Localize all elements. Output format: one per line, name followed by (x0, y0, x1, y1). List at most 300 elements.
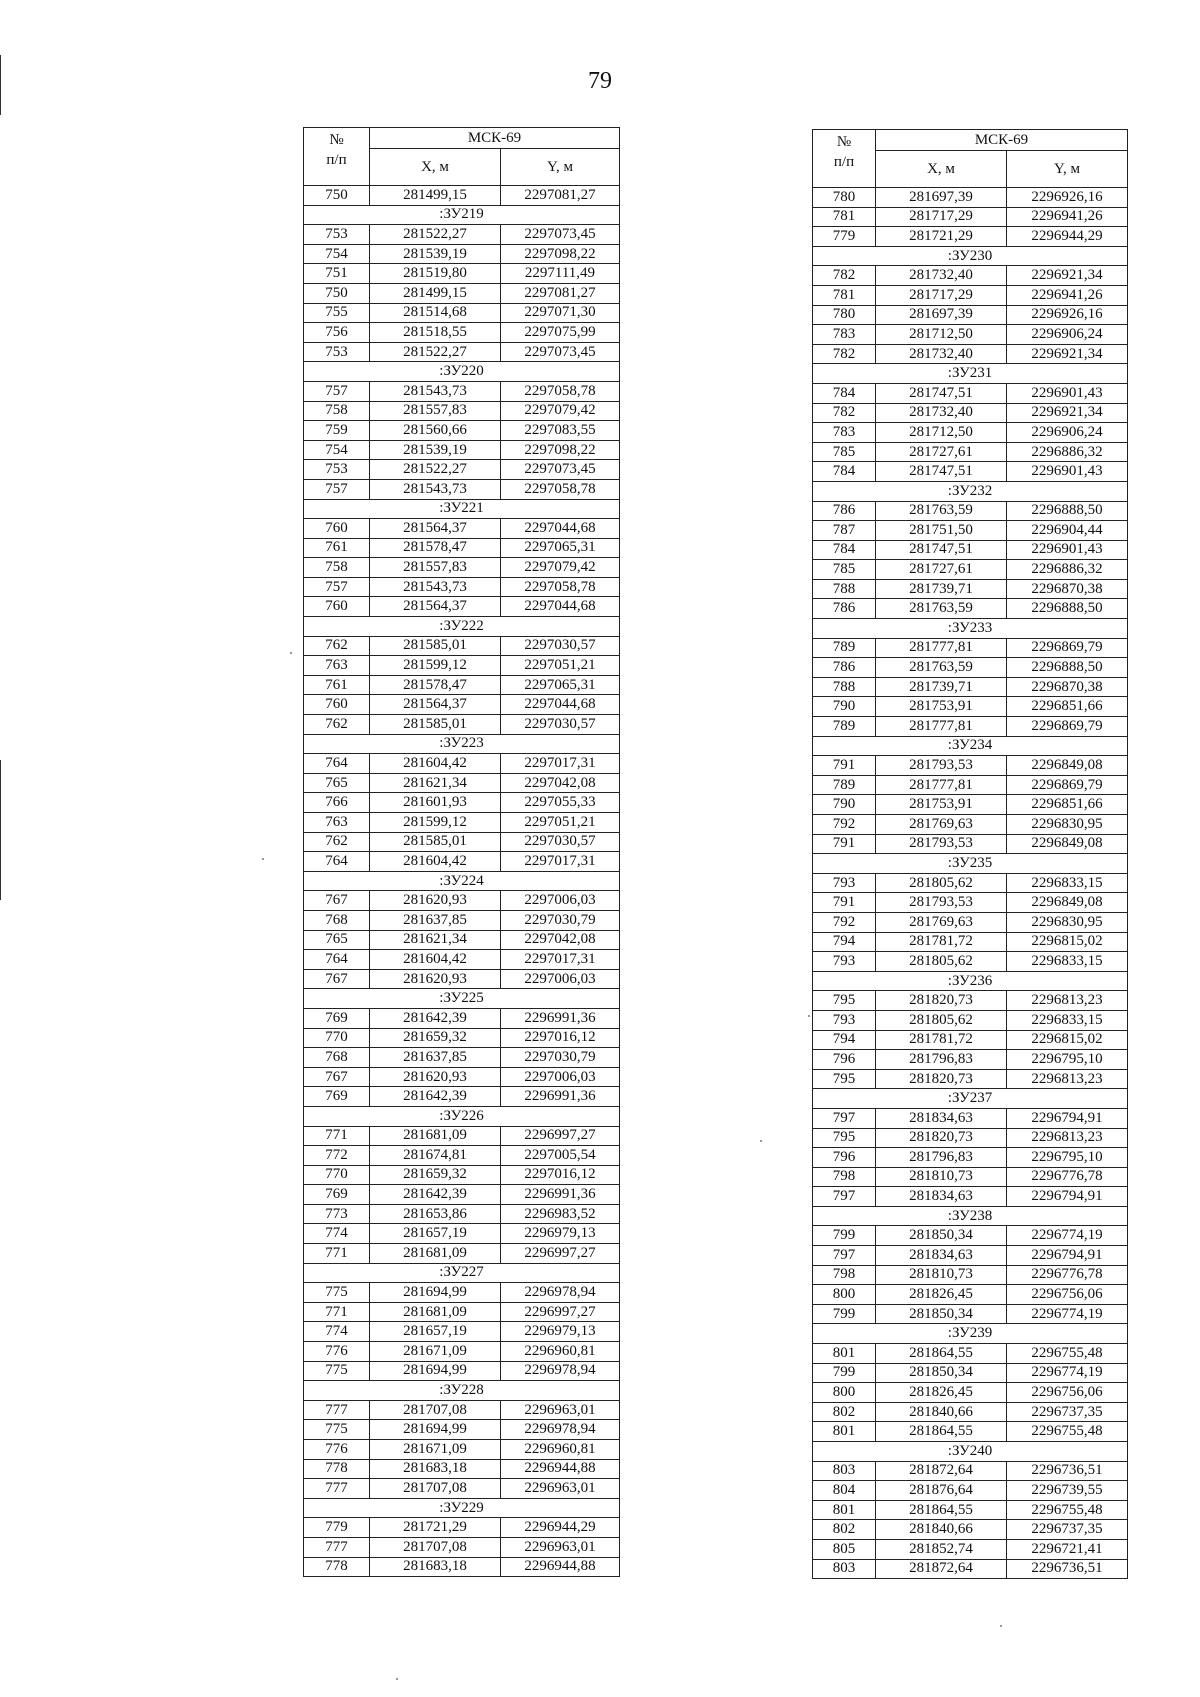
parcel-label: :ЗУ238 (813, 1206, 1128, 1226)
x-coordinate-cell: 281518,55 (370, 323, 501, 343)
point-number-cell: 777 (304, 1537, 370, 1557)
parcel-group-row (813, 854, 1128, 874)
y-coordinate-cell: 2296997,27 (501, 1244, 620, 1264)
point-number-cell: 763 (304, 813, 370, 833)
coordinate-row (813, 638, 1128, 658)
y-coordinate-cell: 2297044,68 (501, 695, 620, 715)
y-coordinate-cell: 2296978,94 (501, 1420, 620, 1440)
y-coordinate-cell: 2296737,35 (1007, 1520, 1128, 1540)
x-coordinate-cell: 281642,39 (370, 1185, 501, 1205)
x-coordinate-cell: 281653,86 (370, 1204, 501, 1224)
y-coordinate-cell: 2296960,81 (501, 1440, 620, 1460)
y-coordinate-cell: 2296901,43 (1007, 462, 1128, 482)
x-coordinate-cell: 281585,01 (370, 636, 501, 656)
point-number-cell: 782 (813, 266, 876, 286)
coordinate-row (813, 677, 1128, 697)
coordinate-row (813, 795, 1128, 815)
x-coordinate-cell: 281657,19 (370, 1322, 501, 1342)
x-coordinate-cell: 281834,63 (876, 1187, 1007, 1207)
point-number-cell: 758 (304, 558, 370, 578)
x-coordinate-cell: 281820,73 (876, 1128, 1007, 1148)
parcel-label: :ЗУ230 (813, 246, 1128, 266)
coordinate-row (813, 579, 1128, 599)
y-coordinate-cell: 2297065,31 (501, 675, 620, 695)
coordinate-row (304, 460, 620, 480)
parcel-group-row (813, 971, 1128, 991)
y-coordinate-cell: 2297079,42 (501, 401, 620, 421)
point-number-cell: 750 (304, 283, 370, 303)
point-number-cell: 775 (304, 1420, 370, 1440)
coordinate-row (813, 1030, 1128, 1050)
y-coordinate-cell: 2297006,03 (501, 891, 620, 911)
coordinate-row (813, 775, 1128, 795)
y-coordinate-cell: 2297042,08 (501, 773, 620, 793)
point-number-cell: 775 (304, 1283, 370, 1303)
scan-speck (290, 652, 292, 654)
coordinate-row (304, 852, 620, 872)
point-number-cell: 799 (813, 1226, 876, 1246)
point-number-cell: 778 (304, 1557, 370, 1577)
point-number-cell: 779 (813, 227, 876, 247)
y-coordinate-cell: 2297065,31 (501, 538, 620, 558)
y-coordinate-cell: 2296794,91 (1007, 1246, 1128, 1266)
parcel-label: :ЗУ221 (304, 499, 620, 519)
coordinate-row (813, 1226, 1128, 1246)
scan-edge-mark (0, 55, 1, 115)
point-number-cell: 789 (813, 638, 876, 658)
x-coordinate-cell: 281820,73 (876, 1069, 1007, 1089)
point-number-cell: 753 (304, 342, 370, 362)
y-coordinate-cell: 2296736,51 (1007, 1559, 1128, 1579)
y-coordinate-cell: 2296851,66 (1007, 795, 1128, 815)
y-coordinate-cell: 2296991,36 (501, 1087, 620, 1107)
coordinate-row (813, 873, 1128, 893)
coordinate-row (304, 283, 620, 303)
coordinate-row (304, 1165, 620, 1185)
point-number-cell: 799 (813, 1363, 876, 1383)
x-coordinate-cell: 281872,64 (876, 1461, 1007, 1481)
parcel-group-row (813, 1442, 1128, 1462)
coordinate-row (813, 1520, 1128, 1540)
parcel-group-row (813, 736, 1128, 756)
y-coordinate-cell: 2296815,02 (1007, 1030, 1128, 1050)
point-number-cell: 764 (304, 754, 370, 774)
coordinate-row (813, 1402, 1128, 1422)
point-number-cell: 771 (304, 1302, 370, 1322)
point-number-cell: 761 (304, 538, 370, 558)
coordinate-row (304, 1557, 620, 1577)
parcel-group-row (304, 1381, 620, 1401)
x-coordinate-cell: 281557,83 (370, 558, 501, 578)
point-number-cell: 776 (304, 1440, 370, 1460)
x-coordinate-cell: 281727,61 (876, 560, 1007, 580)
x-coordinate-cell: 281585,01 (370, 715, 501, 735)
y-coordinate-cell: 2296739,55 (1007, 1481, 1128, 1501)
point-number-cell: 762 (304, 636, 370, 656)
coordinate-row (304, 381, 620, 401)
y-coordinate-cell: 2297081,27 (501, 283, 620, 303)
y-coordinate-cell: 2296794,91 (1007, 1108, 1128, 1128)
coordinate-row (304, 1224, 620, 1244)
coordinate-row (813, 1167, 1128, 1187)
point-number-cell: 795 (813, 1128, 876, 1148)
point-number-cell: 784 (813, 383, 876, 403)
x-coordinate-cell: 281820,73 (876, 991, 1007, 1011)
x-coordinate-cell: 281585,01 (370, 832, 501, 852)
point-number-cell: 794 (813, 1030, 876, 1050)
coordinate-row (813, 697, 1128, 717)
coordinate-row (304, 597, 620, 617)
y-coordinate-cell: 2297073,45 (501, 225, 620, 245)
coordinate-row (304, 891, 620, 911)
point-number-cell: 777 (304, 1400, 370, 1420)
coordinate-row (813, 1422, 1128, 1442)
point-number-cell: 781 (813, 207, 876, 227)
point-number-cell: 767 (304, 891, 370, 911)
x-coordinate-cell: 281659,32 (370, 1028, 501, 1048)
point-number-cell: 765 (304, 930, 370, 950)
parcel-group-row (304, 1498, 620, 1518)
x-coordinate-cell: 281543,73 (370, 577, 501, 597)
y-coordinate-cell: 2297044,68 (501, 519, 620, 539)
parcel-label: :ЗУ226 (304, 1106, 620, 1126)
x-coordinate-cell: 281543,73 (370, 381, 501, 401)
coordinate-row (813, 403, 1128, 423)
point-number-cell: 782 (813, 403, 876, 423)
point-number-cell: 797 (813, 1246, 876, 1266)
y-coordinate-cell: 2297030,79 (501, 910, 620, 930)
parcel-group-row (813, 481, 1128, 501)
coordinate-row (304, 577, 620, 597)
parcel-label: :ЗУ219 (304, 205, 620, 225)
coordinate-row (813, 188, 1128, 208)
coordinate-row (813, 462, 1128, 482)
point-number-cell: 786 (813, 501, 876, 521)
x-coordinate-cell: 281697,39 (876, 305, 1007, 325)
coordinate-row (813, 756, 1128, 776)
coordinate-row (304, 244, 620, 264)
point-number-cell: 794 (813, 932, 876, 952)
coordinate-row (813, 1246, 1128, 1266)
coordinate-row (813, 442, 1128, 462)
point-number-cell: 768 (304, 1048, 370, 1068)
coordinate-row (304, 636, 620, 656)
x-coordinate-cell: 281864,55 (876, 1422, 1007, 1442)
header-point-number (304, 128, 370, 186)
y-coordinate-cell: 2297075,99 (501, 323, 620, 343)
point-number-cell: 783 (813, 325, 876, 345)
x-coordinate-cell: 281793,53 (876, 756, 1007, 776)
coordinate-row (813, 1265, 1128, 1285)
coordinate-row (304, 1244, 620, 1264)
x-coordinate-cell: 281578,47 (370, 675, 501, 695)
point-number-cell: 780 (813, 305, 876, 325)
coordinate-row (304, 1087, 620, 1107)
y-coordinate-cell: 2296833,15 (1007, 952, 1128, 972)
parcel-label: :ЗУ225 (304, 989, 620, 1009)
coordinate-row (813, 991, 1128, 1011)
coordinate-row (304, 1479, 620, 1499)
y-coordinate-cell: 2296991,36 (501, 1185, 620, 1205)
parcel-label: :ЗУ239 (813, 1324, 1128, 1344)
x-coordinate-cell: 281732,40 (876, 403, 1007, 423)
y-coordinate-cell: 2297030,79 (501, 1048, 620, 1068)
x-coordinate-cell: 281499,15 (370, 186, 501, 206)
x-coordinate-cell: 281557,83 (370, 401, 501, 421)
x-coordinate-cell: 281694,99 (370, 1283, 501, 1303)
x-coordinate-cell: 281732,40 (876, 344, 1007, 364)
y-coordinate-cell: 2297083,55 (501, 421, 620, 441)
y-coordinate-cell: 2297006,03 (501, 1067, 620, 1087)
y-coordinate-cell: 2297016,12 (501, 1028, 620, 1048)
coordinate-row (813, 912, 1128, 932)
point-number-cell: 770 (304, 1028, 370, 1048)
coordinate-row (304, 715, 620, 735)
point-number-cell: 765 (304, 773, 370, 793)
point-number-cell: 769 (304, 1008, 370, 1028)
y-coordinate-cell: 2297030,57 (501, 832, 620, 852)
coordinates-table-left (303, 127, 620, 1577)
y-coordinate-cell: 2296833,15 (1007, 873, 1128, 893)
coordinate-row (304, 754, 620, 774)
y-coordinate-cell: 2296755,48 (1007, 1422, 1128, 1442)
x-coordinate-cell: 281763,59 (876, 658, 1007, 678)
x-coordinate-cell: 281747,51 (876, 383, 1007, 403)
point-number-cell: 776 (304, 1342, 370, 1362)
x-coordinate-cell: 281499,15 (370, 283, 501, 303)
coordinate-row (304, 1537, 620, 1557)
x-coordinate-cell: 281564,37 (370, 695, 501, 715)
y-coordinate-cell: 2296737,35 (1007, 1402, 1128, 1422)
parcel-label: :ЗУ223 (304, 734, 620, 754)
coordinate-row (304, 1440, 620, 1460)
coordinate-row (304, 401, 620, 421)
y-coordinate-cell: 2296886,32 (1007, 560, 1128, 580)
point-number-cell: 802 (813, 1402, 876, 1422)
coordinate-row (304, 1322, 620, 1342)
point-number-cell: 757 (304, 479, 370, 499)
point-number-cell: 803 (813, 1461, 876, 1481)
coordinate-row (304, 1342, 620, 1362)
x-coordinate-cell: 281674,81 (370, 1146, 501, 1166)
point-number-cell: 766 (304, 793, 370, 813)
point-number-cell: 774 (304, 1322, 370, 1342)
y-coordinate-cell: 2297017,31 (501, 950, 620, 970)
point-number-cell: 767 (304, 969, 370, 989)
coordinate-row (304, 1459, 620, 1479)
x-coordinate-cell: 281620,93 (370, 969, 501, 989)
coordinate-row (813, 952, 1128, 972)
y-coordinate-cell: 2296983,52 (501, 1204, 620, 1224)
parcel-label: :ЗУ232 (813, 481, 1128, 501)
x-coordinate-cell: 281522,27 (370, 460, 501, 480)
y-coordinate-cell: 2296795,10 (1007, 1148, 1128, 1168)
coordinate-row (813, 1539, 1128, 1559)
y-coordinate-cell: 2296756,06 (1007, 1383, 1128, 1403)
coordinates-table-right (812, 129, 1128, 1579)
parcel-group-row (304, 1263, 620, 1283)
y-coordinate-cell: 2296944,88 (501, 1459, 620, 1479)
coordinate-row (813, 1344, 1128, 1364)
y-coordinate-cell: 2296926,16 (1007, 188, 1128, 208)
coordinate-row (813, 1108, 1128, 1128)
x-coordinate-cell: 281519,80 (370, 264, 501, 284)
y-coordinate-cell: 2296813,23 (1007, 991, 1128, 1011)
y-coordinate-cell: 2296815,02 (1007, 932, 1128, 952)
x-coordinate-cell: 281578,47 (370, 538, 501, 558)
parcel-label: :ЗУ240 (813, 1442, 1128, 1462)
parcel-label: :ЗУ227 (304, 1263, 620, 1283)
coordinate-row (304, 342, 620, 362)
x-coordinate-cell: 281721,29 (370, 1518, 501, 1538)
point-number-cell: 796 (813, 1050, 876, 1070)
point-number-cell: 795 (813, 991, 876, 1011)
coordinate-row (813, 1383, 1128, 1403)
point-number-cell: 800 (813, 1285, 876, 1305)
point-number-cell: 789 (813, 775, 876, 795)
parcel-label: :ЗУ231 (813, 364, 1128, 384)
coordinate-row (813, 1128, 1128, 1148)
coordinate-row (813, 501, 1128, 521)
x-coordinate-cell: 281796,83 (876, 1050, 1007, 1070)
x-coordinate-cell: 281621,34 (370, 773, 501, 793)
y-coordinate-cell: 2297058,78 (501, 479, 620, 499)
y-coordinate-cell: 2296979,13 (501, 1322, 620, 1342)
y-coordinate-cell: 2296944,29 (1007, 227, 1128, 247)
y-coordinate-cell: 2297042,08 (501, 930, 620, 950)
y-coordinate-cell: 2296991,36 (501, 1008, 620, 1028)
parcel-label: :ЗУ229 (304, 1498, 620, 1518)
coordinate-row (813, 325, 1128, 345)
coordinate-row (813, 227, 1128, 247)
point-number-cell: 792 (813, 912, 876, 932)
x-coordinate-cell: 281707,08 (370, 1537, 501, 1557)
x-coordinate-cell: 281872,64 (876, 1559, 1007, 1579)
x-coordinate-cell: 281657,19 (370, 1224, 501, 1244)
x-coordinate-cell: 281620,93 (370, 1067, 501, 1087)
y-coordinate-cell: 2296921,34 (1007, 344, 1128, 364)
y-coordinate-cell: 2296963,01 (501, 1400, 620, 1420)
y-coordinate-cell: 2296869,79 (1007, 638, 1128, 658)
point-number-cell: 798 (813, 1167, 876, 1187)
x-coordinate-cell: 281805,62 (876, 952, 1007, 972)
y-coordinate-cell: 2296906,24 (1007, 423, 1128, 443)
x-coordinate-cell: 281732,40 (876, 266, 1007, 286)
y-coordinate-cell: 2297055,33 (501, 793, 620, 813)
y-coordinate-cell: 2296997,27 (501, 1126, 620, 1146)
x-coordinate-cell: 281810,73 (876, 1265, 1007, 1285)
coordinate-row (304, 1008, 620, 1028)
point-number-cell: 785 (813, 442, 876, 462)
coordinate-row (304, 1518, 620, 1538)
point-number-cell: 770 (304, 1165, 370, 1185)
parcel-label: :ЗУ233 (813, 619, 1128, 639)
y-coordinate-cell: 2296756,06 (1007, 1285, 1128, 1305)
coordinate-row (813, 540, 1128, 560)
parcel-group-row (304, 617, 620, 637)
point-number-cell: 788 (813, 579, 876, 599)
point-number-cell: 760 (304, 597, 370, 617)
y-coordinate-cell: 2296849,08 (1007, 756, 1128, 776)
coordinate-row (304, 969, 620, 989)
x-coordinate-cell: 281777,81 (876, 775, 1007, 795)
point-number-cell: 763 (304, 656, 370, 676)
x-coordinate-cell: 281739,71 (876, 579, 1007, 599)
point-number-cell: 791 (813, 893, 876, 913)
y-coordinate-cell: 2296886,32 (1007, 442, 1128, 462)
y-coordinate-cell: 2296978,94 (501, 1283, 620, 1303)
y-coordinate-cell: 2296978,94 (501, 1361, 620, 1381)
parcel-label: :ЗУ236 (813, 971, 1128, 991)
header-coordinate-system: МСК-69 (876, 130, 1128, 151)
y-coordinate-cell: 2296941,26 (1007, 285, 1128, 305)
x-coordinate-cell: 281864,55 (876, 1500, 1007, 1520)
x-coordinate-cell: 281769,63 (876, 815, 1007, 835)
x-coordinate-cell: 281694,99 (370, 1420, 501, 1440)
parcel-label: :ЗУ228 (304, 1381, 620, 1401)
y-coordinate-cell: 2296849,08 (1007, 834, 1128, 854)
y-coordinate-cell: 2296926,16 (1007, 305, 1128, 325)
coordinate-row (813, 1069, 1128, 1089)
x-coordinate-cell: 281805,62 (876, 873, 1007, 893)
coordinate-row (304, 1067, 620, 1087)
parcel-label: :ЗУ220 (304, 362, 620, 382)
x-coordinate-cell: 281721,29 (876, 227, 1007, 247)
y-coordinate-cell: 2297051,21 (501, 813, 620, 833)
coordinate-row (813, 599, 1128, 619)
y-coordinate-cell: 2297017,31 (501, 852, 620, 872)
parcel-label: :ЗУ235 (813, 854, 1128, 874)
x-coordinate-cell: 281659,32 (370, 1165, 501, 1185)
coordinate-row (304, 440, 620, 460)
coordinate-row (304, 675, 620, 695)
x-coordinate-cell: 281681,09 (370, 1302, 501, 1322)
y-coordinate-cell: 2296997,27 (501, 1302, 620, 1322)
coordinate-row (304, 832, 620, 852)
point-number-cell: 774 (304, 1224, 370, 1244)
x-coordinate-cell: 281747,51 (876, 540, 1007, 560)
x-coordinate-cell: 281850,34 (876, 1304, 1007, 1324)
coordinate-row (813, 1500, 1128, 1520)
y-coordinate-cell: 2296774,19 (1007, 1226, 1128, 1246)
x-coordinate-cell: 281712,50 (876, 325, 1007, 345)
point-number-cell: 800 (813, 1383, 876, 1403)
x-coordinate-cell: 281727,61 (876, 442, 1007, 462)
point-number-cell: 804 (813, 1481, 876, 1501)
coordinate-row (304, 813, 620, 833)
coordinate-row (304, 225, 620, 245)
y-coordinate-cell: 2297098,22 (501, 244, 620, 264)
point-number-cell: 778 (304, 1459, 370, 1479)
point-number-cell: 764 (304, 950, 370, 970)
x-coordinate-cell: 281834,63 (876, 1246, 1007, 1266)
coordinate-row (304, 1048, 620, 1068)
header-point-number (813, 130, 876, 188)
x-coordinate-cell: 281850,34 (876, 1226, 1007, 1246)
parcel-group-row (813, 619, 1128, 639)
parcel-label: :ЗУ234 (813, 736, 1128, 756)
point-number-cell: 767 (304, 1067, 370, 1087)
coordinate-row (304, 656, 620, 676)
parcel-group-row (304, 205, 620, 225)
point-number-cell: 772 (304, 1146, 370, 1166)
x-coordinate-cell: 281522,27 (370, 225, 501, 245)
coordinate-row (813, 1363, 1128, 1383)
y-coordinate-cell: 2296888,50 (1007, 501, 1128, 521)
point-number-cell: 760 (304, 695, 370, 715)
coordinate-row (304, 264, 620, 284)
y-coordinate-cell: 2296776,78 (1007, 1167, 1128, 1187)
